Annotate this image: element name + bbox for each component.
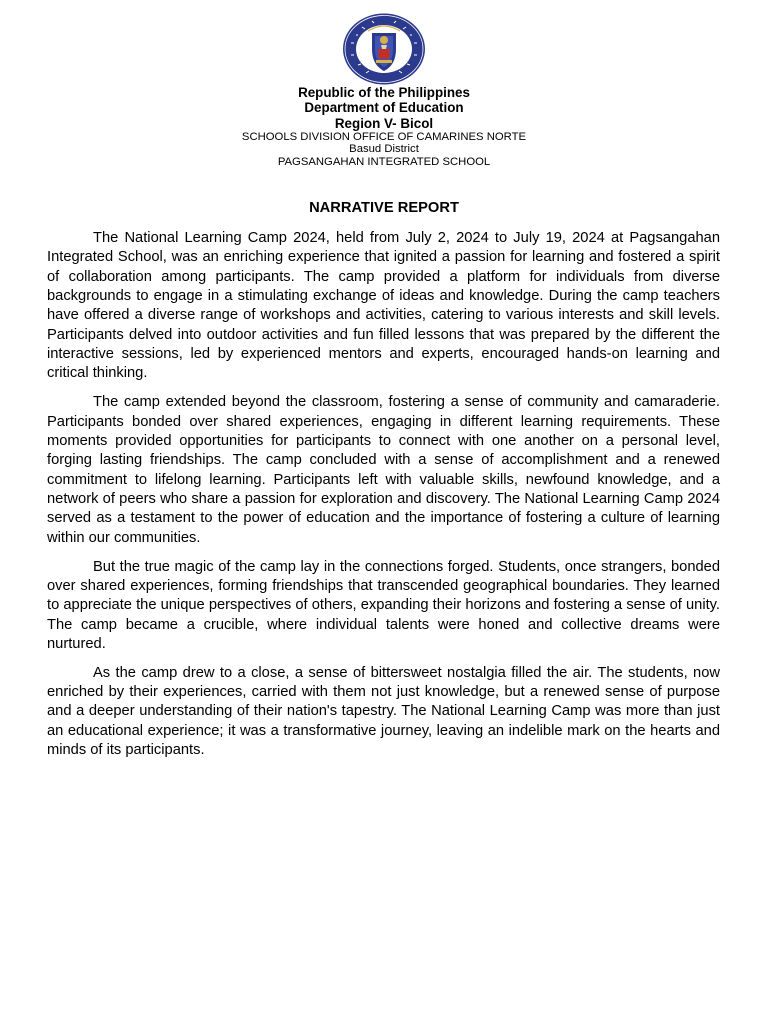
report-paragraph: As the camp drew to a close, a sense of bittersweet nostalgia filled the air. The students, now enriched by their experiences, carried with them not just knowledge, but a renewed sense of purpose and a deeper understanding of their nation's tapestry. The National Learning Camp was more than just an educational experience; it was a transformative journey, leaving an indelible mark on the hearts and minds of its participants. bbox=[47, 664, 720, 759]
letterhead-school: PAGSANGAHAN INTEGRATED SCHOOL bbox=[277, 155, 491, 168]
report-body bbox=[47, 229, 720, 770]
report-title: NARRATIVE REPORT bbox=[309, 200, 459, 216]
report-paragraph: But the true magic of the camp lay in the connections forged. Students, once strangers, bonded over shared experiences, forming friendships that transcended geographical boundaries. They learned to appreciate the unique perspectives of others, expanding their horizons and fostering a sense of unity. The camp became a crucible, where individual talents were honed and collective dreams were nurtured. bbox=[47, 558, 720, 652]
letterhead-division: SCHOOLS DIVISION OFFICE OF CAMARINES NORTE bbox=[241, 130, 527, 143]
letterhead-republic: Republic of the Philippines bbox=[298, 85, 470, 100]
letterhead-region: Region V- Bicol bbox=[334, 115, 434, 131]
report-paragraph: The camp extended beyond the classroom, fostering a sense of community and camaraderie. Participants bonded over shared experiences, engaging in different learning requirements. These moments provided opportunities for participants to connect with one another on a personal level, forging lasting friendships. The camp concluded with a sense of accomplishment and a renewed commitment to lifelong learning. Participants left with valuable skills, newfound knowledge, and a network of peers who share a passion for exploration and discovery. The National Learning Camp 2024 served as a testament to the power of education and the importance of fostering a culture of learning within our communities. bbox=[47, 394, 720, 546]
report-paragraph: The National Learning Camp 2024, held from July 2, 2024 to July 19, 2024 at Pagsangahan Integrated School, was an enriching experience that ignited a passion for learning and fostered a spirit of collaboration among participants. The camp provided a platform for individuals from diverse backgrounds to engage in a stimulating exchange of ideas and knowledge. During the camp teachers have offered a diverse range of workshops and activities, catering to various interests and skill levels. Participants delved into outdoor activities and fun filled lessons that was prepared by the different the interactive sessions, led by experienced mentors and experts, encouraged hands-on learning and critical thinking. bbox=[47, 230, 720, 382]
letterhead-district: Basud District bbox=[349, 143, 419, 156]
deped-seal-icon bbox=[342, 13, 426, 85]
letterhead bbox=[0, 85, 768, 168]
letterhead-department: Department of Education bbox=[304, 100, 464, 116]
